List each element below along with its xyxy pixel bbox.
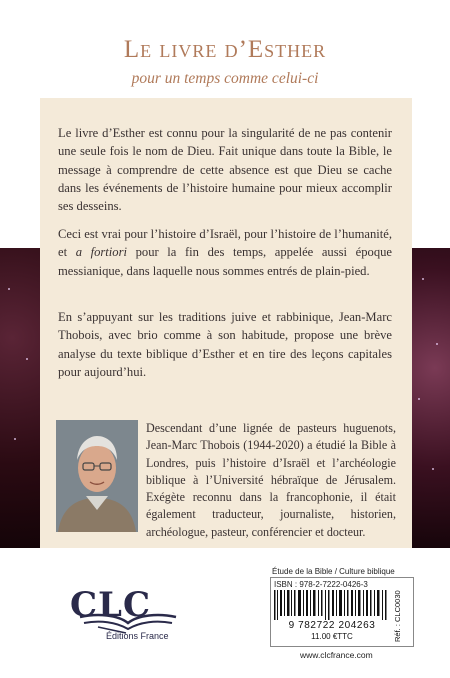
barcode-icon xyxy=(274,590,392,620)
galaxy-background-right xyxy=(412,248,450,548)
publisher-url: www.clcfrance.com xyxy=(300,650,373,660)
publisher-logo-letters: CLC xyxy=(70,585,152,625)
summary-paragraph-2-end: pour la fin des temps, appelée aussi époque messianique, dans laquelle nous sommes entrés de plain-pied. xyxy=(58,245,392,278)
book-price: 11.00 €TTC xyxy=(311,632,353,641)
publisher-logo xyxy=(70,585,190,645)
summary-paragraph-2-italic: a fortiori xyxy=(75,245,127,260)
summary-paragraph-1: Le livre d’Esther est connu pour la singularité de ne pas contenir une seule fois le nom de Dieu. Fait unique dans toute la Bible, le message à comprendre de cette absence est que Dieu se cache dans les événements de l’histoire humaine pour mieux accomplir ses desseins. xyxy=(58,126,392,214)
author-photo xyxy=(56,420,138,532)
book-subtitle: pour un temps comme celui-ci xyxy=(131,70,319,87)
summary-paragraph-2 xyxy=(58,225,392,280)
book-title: Le livre d’Esther xyxy=(123,36,327,63)
isbn-number: ISBN : 978-2-7222-0426-3 xyxy=(274,580,368,589)
summary-paragraph-3: En s’appuyant sur les traditions juive et rabbinique, Jean-Marc Thobois, avec brio comme à son habitude, propose une brève analyse du texte biblique d’Esther et en tire des leçons capitales pour aujourd’hui. xyxy=(58,310,392,379)
ean-number: 9 782722 204263 xyxy=(288,620,376,631)
galaxy-background-left xyxy=(0,248,40,548)
book-category: Étude de la Bible / Culture biblique xyxy=(272,567,395,576)
author-bio: Descendant d’une lignée de pasteurs huguenots, Jean-Marc Thobois (1944-2020) a étudié la Bible à Londres, puis l’histoire d’Israël et l’archéologie biblique à l’Université hébraïque de Jérusalem. Exégète reconnu dans la francophonie, il était également traducteur, journaliste, historien, archéologue, pasteur, conférencier et docteur. xyxy=(146,421,396,539)
publisher-name: Éditions France xyxy=(106,631,169,641)
product-reference: Réf. : CLC0030 xyxy=(393,590,402,642)
summary-paragraph-2-start: Ceci est vrai pour l’histoire d’Israël, pour l’histoire de l’humanité, et xyxy=(58,227,392,260)
